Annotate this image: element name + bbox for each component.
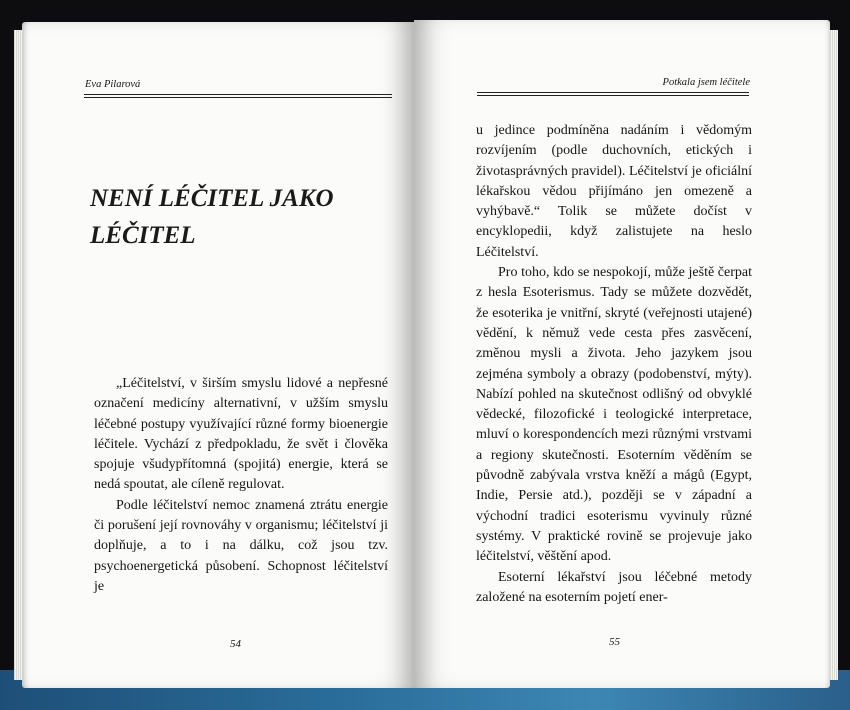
left-page [22,22,414,688]
body-text [476,121,752,608]
body-text [94,374,388,597]
running-head-book-title: Potkala jsem léčitele [662,77,750,88]
page-edges-right [830,30,838,680]
page-number: 55 [609,636,620,648]
page-number: 54 [230,638,241,650]
header-rule [84,94,392,98]
right-page [414,20,830,688]
paragraph: „Léčitelství, v širším smyslu lidové a nepřesné označení medicíny alternativní, v užším smyslu léčebné postupy využívající různé formy bioenergie léčitele. Vychází z předpokladu, že svět i člověka spojuje všudypřítomná (spojitá) energie, která se nedá spoutat, ale cíleně regulovat. [94,376,388,493]
running-head-author: Eva Pilarová [85,79,141,90]
paragraph: Podle léčitelství nemoc znamená ztrátu energie či porušení její rovnováhy v organismu; léčitelství ji doplňuje, a to i na dálku, což jsou tzv. psychoenergetická působení. Schopnost léčitelství je [94,497,388,594]
paragraph: u jedince podmíněna nadáním i vědomým rozvíjením (podle duchovních, etických i životasprávných pravidel). Léčitelství je oficiální lékařskou vědou přijímáno jen omezeně a vyhýbavě.“ Tolik se můžete dočíst v encyklopedii, když zalistujete na heslo Léčitelství. [476,123,752,260]
paragraph: Pro toho, kdo se nespokojí, může ještě čerpat z hesla Esoterismus. Tady se můžete dozvědět, že esoterika je vnitřní, skryté (veřejnosti utajené) vědění, k němuž vede cesta přes zasvěcení, změnou mysli a života. Jeho jazykem jsou zejména symboly a obrazy (podobenství, mýty). Nabízí pohled na skutečnost odlišný od obvyklé vědecké, filozofické i teologické interpretace, mluví o korespondencích mezi různými vrstvami a regiony skutečnosti. Esoterním věděním se původně zabývala vrstva kněží a mágů (Egypt, Indie, Persie atd.), později se v západní a východní tradici esoterismu vyvinuly různé systémy. V praktické rovině se projevuje jako léčitelství, věštění apod. [476,265,752,565]
paragraph: Esoterní lékařství jsou léčebné metody založené na esoterním pojetí ener- [476,569,752,605]
chapter-title: NENÍ LÉČITEL JAKO LÉČITEL [90,185,334,249]
header-rule [477,92,749,96]
page-edges-left [14,30,22,680]
